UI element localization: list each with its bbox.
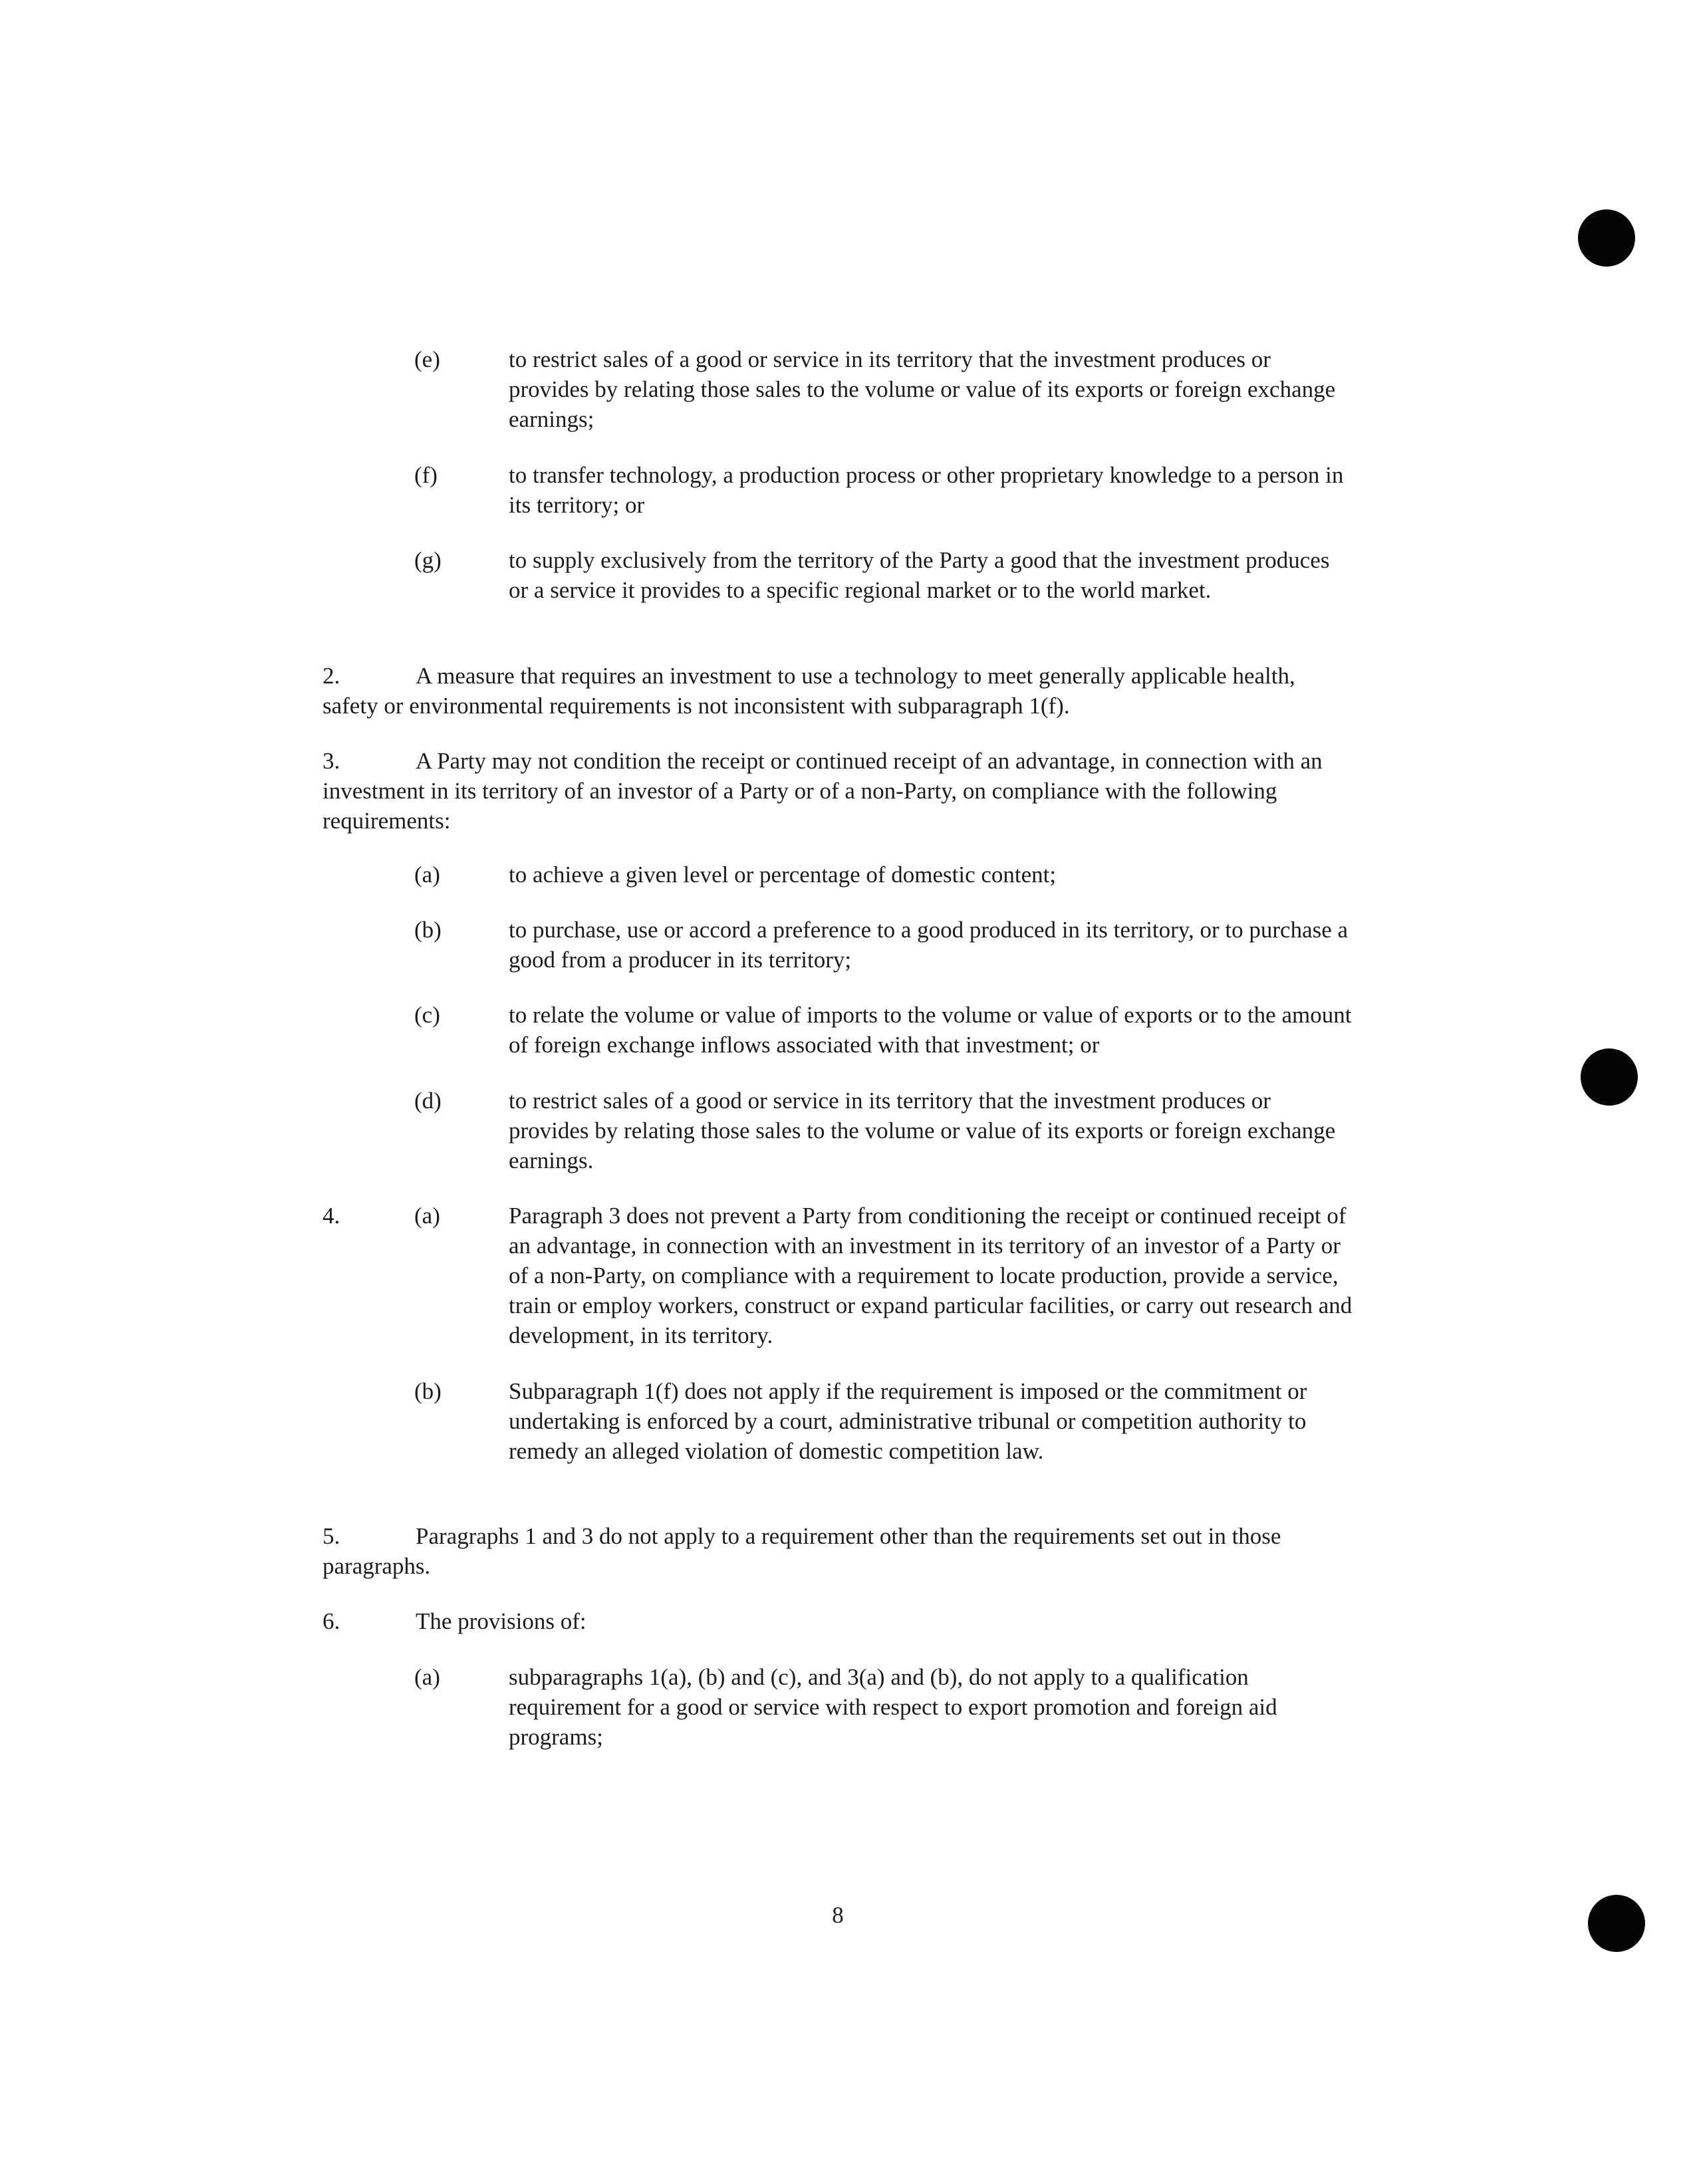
page-number: 8 xyxy=(832,1902,844,1928)
item-text: subparagraphs 1(a), (b) and (c), and 3(a) and (b), do not apply to a qualification requirement for a good or service with respect to export promotion and foreign aid programs; xyxy=(509,1664,1277,1750)
paragraph-number: 6. xyxy=(323,1608,340,1634)
paragraph-text: The provisions of: xyxy=(416,1608,586,1634)
paragraph-text: A measure that requires an investment to use a technology to meet generally applicable health, safety or environmental requirements is not inconsistent with subparagraph 1(f). xyxy=(323,663,1295,719)
item-label: (c) xyxy=(414,1002,440,1028)
item-label: (b) xyxy=(414,1378,442,1404)
paragraph-5 xyxy=(323,1521,1353,1581)
item-label: (a) xyxy=(414,862,440,888)
item-label: (e) xyxy=(414,346,440,372)
item-text: to restrict sales of a good or service in its territory that the investment produces or provides by relating those sales to the volume or value of its exports or foreign exchange earnings; xyxy=(509,346,1336,432)
item-text: to restrict sales of a good or service in its territory that the investment produces or provides by relating those sales to the volume or value of its exports or foreign exchange earnings. xyxy=(509,1088,1336,1173)
item-label: (a) xyxy=(414,1664,440,1690)
item-text: to relate the volume or value of imports to the volume or value of exports or to the amount of foreign exchange inflows associated with that investment; or xyxy=(509,1002,1352,1058)
item-text: to purchase, use or accord a preference to a good produced in its territory, or to purchase a good from a producer in its territory; xyxy=(509,917,1349,973)
paragraph-number: 2. xyxy=(323,663,340,689)
item-text: to achieve a given level or percentage of domestic content; xyxy=(509,862,1057,888)
paragraph-number: 4. xyxy=(323,1203,340,1229)
item-text: Paragraph 3 does not prevent a Party from conditioning the receipt or continued receipt of an advantage, in connection with an investment in its territory of an investor of a Party or of a non-Party, on compliance with a requirement to locate production, provide a service, train or employ workers, construct or expand particular facilities, or carry out research and development, in its territory. xyxy=(509,1203,1353,1348)
paragraph-2 xyxy=(323,661,1353,721)
punch-hole-top xyxy=(1578,209,1635,267)
item-label: (a) xyxy=(414,1203,440,1229)
paragraph-text: A Party may not condition the receipt or continued receipt of an advantage, in connection with an investment in its territory of an investor of a Party or of a non-Party, on compliance with the following requirements: xyxy=(323,748,1323,834)
paragraph-3 xyxy=(323,746,1353,836)
item-text: Subparagraph 1(f) does not apply if the requirement is imposed or the commitment or undertaking is enforced by a court, administrative tribunal or competition authority to remedy an alleged violation of domestic competition law. xyxy=(509,1378,1307,1464)
paragraph-number: 3. xyxy=(323,748,340,774)
punch-hole-middle xyxy=(1581,1048,1638,1106)
item-text: to supply exclusively from the territory of the Party a good that the investment produces or a service it provides to a specific regional market or to the world market. xyxy=(509,547,1330,603)
item-label: (d) xyxy=(414,1088,442,1114)
punch-hole-bottom xyxy=(1588,1895,1645,1952)
item-text: to transfer technology, a production process or other proprietary knowledge to a person in its territory; or xyxy=(509,462,1344,518)
item-label: (f) xyxy=(414,462,438,488)
paragraph-text: Paragraphs 1 and 3 do not apply to a requirement other than the requirements set out in those paragraphs. xyxy=(323,1523,1281,1579)
item-label: (g) xyxy=(414,547,442,573)
item-label: (b) xyxy=(414,917,442,943)
paragraph-number: 5. xyxy=(323,1523,340,1549)
paragraph-6 xyxy=(323,1606,1353,1636)
